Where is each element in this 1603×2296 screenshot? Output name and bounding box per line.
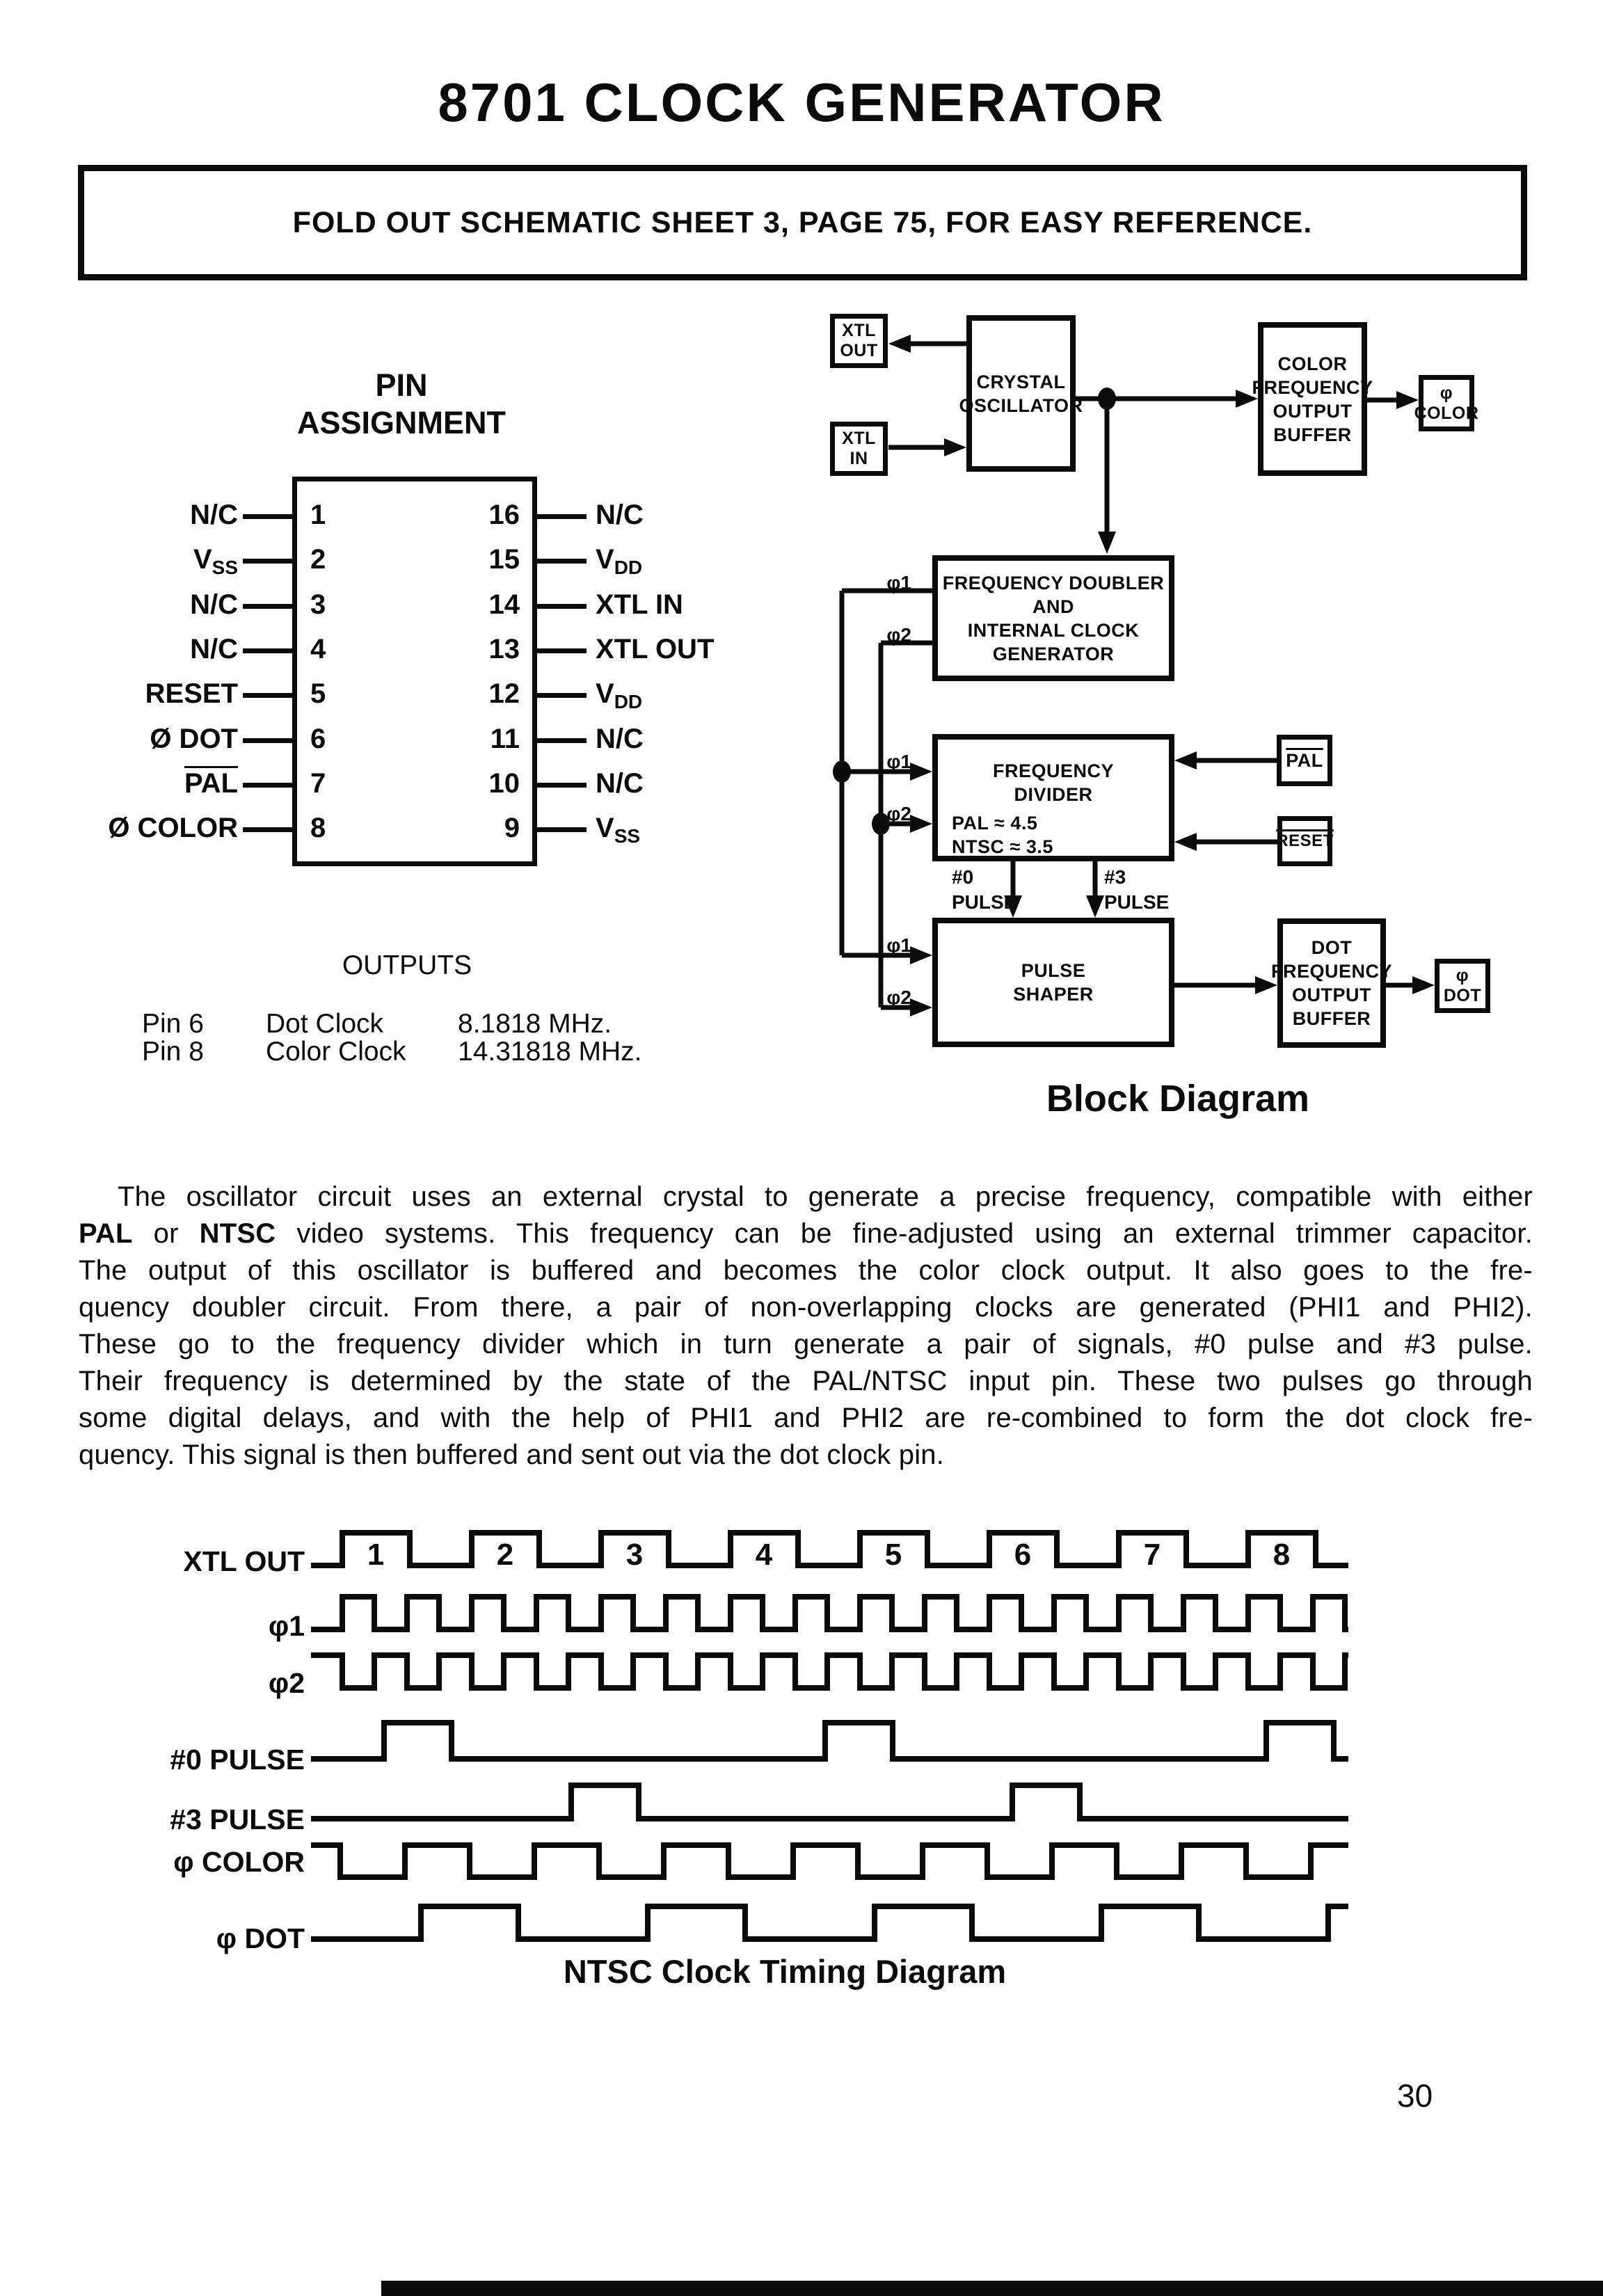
pin-stub-left — [243, 559, 294, 564]
box-label-line: IN — [850, 449, 868, 468]
pin-label-right — [596, 677, 825, 713]
paragraph-line — [79, 1363, 1533, 1400]
box-label-line: PULSE — [1104, 891, 1170, 913]
pin-label-left — [77, 677, 238, 710]
paragraph-text: The output of this oscillator is buffered and becomes the color clock output. It also goes to the fre- — [79, 1255, 1533, 1286]
pin-label-text: N/C — [190, 589, 238, 620]
pin-label-right — [596, 543, 825, 579]
waveform-phi-color — [311, 1845, 1348, 1877]
paragraph-text: The oscillator circuit uses an external crystal to generate a precise frequency, compatible with either — [118, 1181, 1533, 1212]
paragraph-text: These go to the frequency divider which in turn generate a pair of signals, #0 pulse and #3 pulse. — [79, 1329, 1533, 1360]
timing-diagram-caption: NTSC Clock Timing Diagram — [563, 1953, 1007, 1990]
box-label-line: BUFFER — [1292, 1008, 1371, 1029]
pin-number-left: 7 — [310, 767, 326, 799]
arrow-osc-to-doubler — [1098, 532, 1116, 554]
paragraph-line — [79, 1179, 1533, 1215]
pin-label-left — [77, 632, 238, 666]
pin-stub-right — [535, 827, 587, 832]
pin-number-left: 6 — [310, 723, 326, 754]
divider-title-line2: DIVIDER — [1014, 784, 1093, 805]
box-label-line: #3 — [1104, 866, 1126, 888]
pin-stub-right — [535, 559, 587, 564]
box-label-line: DOT — [1443, 986, 1482, 1005]
block-phi-dot-box — [1435, 959, 1490, 1013]
box-label-line: COLOR — [1414, 403, 1479, 423]
pin-label-text: $\overline{PAL}$ — [184, 767, 238, 799]
waveform-pulse3 — [311, 1785, 1348, 1819]
paragraph-line — [79, 1437, 1533, 1474]
junction-dot-phi1 — [833, 760, 851, 783]
block-dot-frequency-output-buffer — [1271, 918, 1393, 1048]
pin-number-left: 8 — [310, 813, 326, 844]
pin-stub-right — [535, 604, 587, 609]
page-number: 30 — [1397, 2078, 1433, 2114]
pin-stub-right — [535, 648, 587, 653]
pin-stub-left — [243, 783, 294, 788]
waveform-label-xtl-out: XTL OUT — [183, 1545, 305, 1577]
pin-label-text: XTL IN — [596, 589, 683, 620]
paragraph-text: or — [132, 1218, 200, 1249]
phi1-label-doubler: φ1 — [886, 572, 911, 593]
phi2-label-shaper: φ2 — [886, 987, 911, 1008]
box-label-line: PULSE — [952, 891, 1017, 913]
pin-stub-left — [243, 648, 294, 653]
phi1-label-shaper: φ1 — [886, 934, 911, 956]
output-row-pin: Pin 6 — [142, 1009, 204, 1039]
pin-stub-left — [243, 827, 294, 832]
block-reset-input-box — [1277, 816, 1332, 866]
pin-number-right: 16 — [488, 500, 520, 530]
pin-label-left — [77, 588, 238, 621]
body-paragraph — [79, 1179, 1533, 1474]
box-label-line: PULSE — [1021, 960, 1086, 981]
arrow-buffer-to-phi-dot — [1412, 976, 1435, 994]
pin-number-right: 12 — [488, 678, 520, 710]
paragraph-line — [79, 1289, 1533, 1326]
cycle-number-7: 7 — [1143, 1538, 1161, 1572]
box-label-line: SHAPER — [1013, 984, 1094, 1005]
block-diagram-caption: Block Diagram — [1046, 1078, 1310, 1119]
outputs-heading: OUTPUTS — [342, 950, 472, 980]
pin-number-right: 13 — [488, 633, 520, 664]
paragraph-bold-text: PAL — [79, 1218, 133, 1249]
waveform-label-pulse3: #3 PULSE — [170, 1803, 305, 1835]
cycle-number-2: 2 — [496, 1538, 514, 1572]
pin-label-left — [77, 767, 238, 800]
divider-ntsc-ratio: NTSC ≈ 3.5 — [952, 836, 1053, 857]
waveform-phi-dot — [311, 1906, 1348, 1939]
pin-label-text: N/C — [190, 633, 238, 664]
box-label-line: OUTPUT — [1292, 984, 1371, 1005]
pin-label-subscript: DD — [614, 557, 643, 579]
paragraph-text: some digital delays, and with the help of PHI1 and PHI2 are re-combined to form the dot clock fre- — [79, 1403, 1533, 1433]
waveform-phi1 — [311, 1597, 1348, 1629]
pulse0-label — [952, 865, 1016, 915]
paragraph-line — [79, 1252, 1533, 1289]
arrow-reset-to-divider — [1174, 833, 1197, 851]
pin-number-right: 11 — [490, 723, 520, 754]
paragraph-text: video systems. This frequency can be fine-adjusted using an external trimmer capacitor. — [276, 1218, 1533, 1249]
pin-label-right — [596, 767, 825, 800]
arrow-pal-to-divider — [1174, 751, 1197, 770]
pin-stub-left — [243, 738, 294, 743]
pin-label-text: V — [596, 678, 614, 710]
cycle-number-8: 8 — [1273, 1538, 1291, 1572]
block-crystal-oscillator — [959, 315, 1083, 472]
box-label-line: XTL — [842, 321, 876, 340]
paragraph-bold-text: NTSC — [199, 1218, 276, 1249]
paragraph-text: Their frequency is determined by the state of the PAL/NTSC input pin. These two pulses go through — [79, 1366, 1533, 1396]
output-row-pin: Pin 8 — [142, 1037, 204, 1067]
box-label-line: CRYSTAL — [976, 371, 1066, 392]
pal-box-label: $\overline{PAL}$ — [1286, 750, 1323, 771]
pin-label-text: V — [193, 544, 212, 575]
pin-label-left — [77, 811, 238, 845]
pin-label-text: N/C — [596, 767, 644, 799]
divider-title-line1: FREQUENCY — [992, 760, 1114, 781]
cycle-number-3: 3 — [625, 1538, 644, 1572]
output-row-frequency: 14.31818 MHz. — [458, 1037, 642, 1067]
cycle-number-6: 6 — [1014, 1538, 1032, 1572]
pin-label-right — [596, 632, 825, 666]
pin-stub-right — [535, 693, 587, 698]
pin-label-text: V — [596, 544, 614, 575]
waveform-label-phi2: φ2 — [268, 1667, 305, 1699]
box-label-line: BUFFER — [1273, 424, 1352, 445]
output-row-name: Color Clock — [266, 1037, 406, 1067]
pin-label-text: N/C — [190, 500, 238, 530]
pin-heading-line1: PIN — [375, 367, 428, 403]
page-title: 8701 CLOCK GENERATOR — [438, 72, 1165, 133]
arrow-phi2-to-shaper — [910, 998, 932, 1017]
paragraph-line — [79, 1215, 1533, 1252]
paragraph-text: quency doubler circuit. From there, a pair of non-overlapping clocks are generated (PHI1 and PHI2). — [79, 1292, 1533, 1323]
pin-number-right: 14 — [488, 589, 520, 620]
pin-label-text: XTL OUT — [596, 633, 715, 664]
output-row-name: Dot Clock — [266, 1009, 384, 1039]
box-label-line: φ — [1456, 966, 1469, 985]
cycle-number-1: 1 — [367, 1538, 385, 1572]
pin-label-left — [77, 543, 238, 579]
box-label-line: FREQUENCY DOUBLER — [942, 572, 1165, 593]
pulse3-label — [1104, 865, 1169, 915]
block-pal-input-box — [1277, 735, 1332, 786]
pin-label-left — [77, 498, 238, 532]
pin-stub-left — [243, 693, 294, 698]
pin-stub-left — [243, 514, 294, 519]
arrow-phi2-to-divider — [910, 815, 932, 833]
reference-note-box — [78, 165, 1527, 280]
pin-number-right: 15 — [488, 544, 520, 575]
pin-label-subscript: DD — [614, 691, 643, 713]
box-label-line: FREQUENCY — [1271, 961, 1393, 982]
arrow-xtl-in-to-osc — [944, 438, 966, 456]
pin-number-right: 9 — [504, 813, 520, 844]
output-row-frequency: 8.1818 MHz. — [458, 1009, 612, 1039]
box-label-line: FREQUENCY — [1252, 376, 1373, 398]
phi1-label-divider: φ1 — [886, 751, 911, 772]
box-label-line: OSCILLATOR — [959, 394, 1083, 416]
pin-label-text: Ø DOT — [150, 723, 238, 754]
box-label-line: GENERATOR — [992, 643, 1115, 664]
box-label-line: OUT — [840, 341, 878, 360]
phi2-label-divider: φ2 — [886, 803, 911, 824]
pin-number-left: 2 — [310, 544, 326, 575]
waveform-label-phi-dot: φ DOT — [216, 1922, 305, 1954]
reference-note: FOLD OUT SCHEMATIC SHEET 3, PAGE 75, FOR EASY REFERENCE. — [292, 205, 1313, 239]
pin-label-right — [596, 588, 825, 621]
box-label-line: COLOR — [1277, 353, 1348, 374]
block-pulse-shaper — [932, 918, 1174, 1047]
pin-heading-line2: ASSIGNMENT — [296, 405, 506, 440]
block-color-frequency-output-buffer — [1252, 322, 1373, 476]
waveform-label-phi1: φ1 — [268, 1610, 305, 1642]
paragraph-text: quency. This signal is then buffered and sent out via the dot clock pin. — [79, 1440, 945, 1470]
box-label-line: XTL — [842, 429, 876, 448]
cycle-number-5: 5 — [884, 1538, 902, 1572]
box-label-line: AND — [1032, 596, 1074, 617]
phi2-label-doubler: φ2 — [886, 624, 911, 646]
paragraph-line — [79, 1400, 1533, 1437]
waveform-label-pulse0: #0 PULSE — [170, 1744, 305, 1776]
box-label-line: φ — [1439, 383, 1453, 403]
paragraph-line — [79, 1326, 1533, 1363]
pin-label-text: RESET — [145, 678, 238, 710]
pin-label-right — [596, 722, 825, 756]
cycle-number-4: 4 — [755, 1538, 773, 1572]
pin-label-left — [77, 722, 238, 756]
pin-label-subscript: SS — [212, 557, 238, 579]
block-frequency-doubler — [932, 555, 1174, 681]
waveform-xtl-out — [311, 1533, 1348, 1565]
arrow-phi1-to-divider — [910, 763, 932, 781]
scan-artifact-bar — [381, 2281, 1603, 2296]
divider-pal-ratio: PAL ≈ 4.5 — [952, 813, 1038, 834]
block-xtl-in-box — [830, 422, 888, 476]
waveform-label-phi-color: φ COLOR — [173, 1846, 305, 1878]
pin-number-left: 3 — [310, 589, 326, 620]
ic-outline — [292, 477, 537, 866]
block-xtl-out-box — [830, 314, 888, 368]
pin-label-text: Ø COLOR — [108, 813, 238, 844]
pin-stub-right — [535, 783, 587, 788]
pin-number-left: 4 — [310, 633, 326, 664]
pin-label-text: N/C — [596, 723, 644, 754]
pin-stub-left — [243, 604, 294, 609]
pin-label-subscript: SS — [614, 825, 641, 847]
box-label-line: DOT — [1311, 937, 1353, 958]
pin-label-text: N/C — [596, 500, 644, 530]
pin-stub-right — [535, 514, 587, 519]
block-frequency-divider — [932, 734, 1174, 861]
box-label-line: #0 — [952, 866, 974, 888]
box-label-line: OUTPUT — [1273, 400, 1353, 422]
box-label-line: INTERNAL CLOCK — [967, 619, 1140, 641]
pin-label-right — [596, 811, 825, 845]
pin-label-right — [596, 498, 825, 532]
arrow-pulse3-to-shaper — [1086, 895, 1104, 918]
waveform-pulse0 — [311, 1723, 1348, 1759]
pin-stub-right — [535, 738, 587, 743]
pin-assignment-heading — [252, 367, 551, 442]
waveform-phi2 — [311, 1655, 1348, 1688]
pin-number-right: 10 — [488, 767, 520, 799]
arrow-to-xtl-out — [888, 335, 911, 353]
pin-label-text: V — [596, 813, 614, 844]
block-phi-color-box — [1414, 375, 1479, 431]
arrow-phi1-to-shaper — [910, 946, 932, 964]
reset-box-label: RESET — [1276, 831, 1334, 850]
pin-number-left: 5 — [310, 678, 326, 710]
pin-number-left: 1 — [310, 500, 326, 530]
